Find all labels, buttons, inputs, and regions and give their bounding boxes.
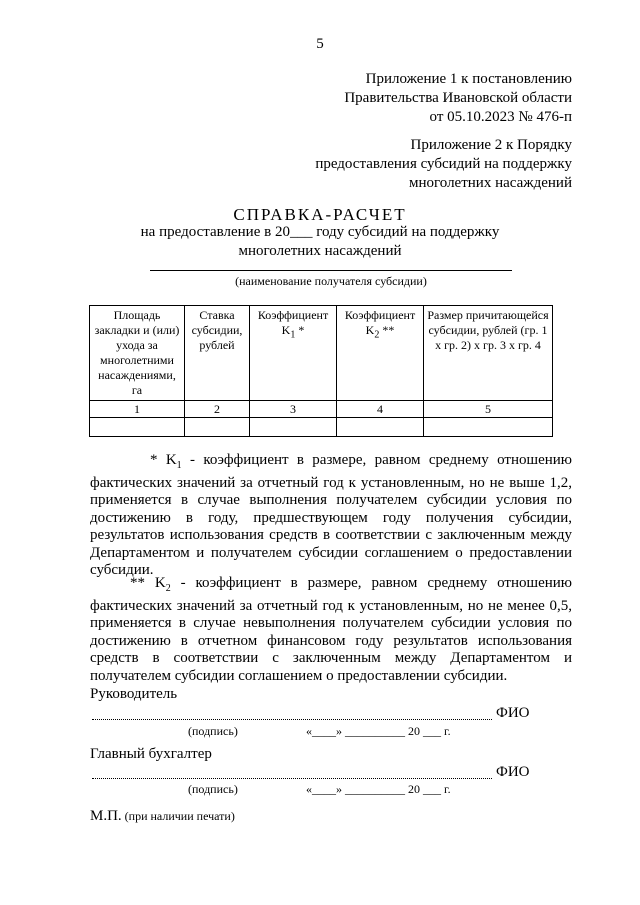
accountant-date: «____» __________ 20 ___ г.	[306, 782, 451, 796]
header-k2: Коэффициент $K_2$ **	[337, 306, 424, 401]
accountant-label: Главный бухгалтер	[90, 746, 212, 762]
header-k1: Коэффициент $K_1$ *	[250, 306, 337, 401]
appendix2-line1: Приложение 2 к Порядку	[410, 137, 572, 153]
stamp-label: М.П.	[90, 808, 122, 824]
head-label: Руководитель	[90, 686, 178, 702]
accountant-sign-caption: (подпись)	[188, 782, 238, 796]
empty-cell	[424, 418, 553, 437]
header-amount: Размер причитающейся субсидии, рублей (гр. 1 x гр. 2) x гр. 3 x гр. 4	[424, 306, 553, 401]
appendix1-line1: Приложение 1 к постановлению	[365, 71, 572, 87]
head-date: «____» __________ 20 ___ г.	[306, 724, 451, 738]
accountant-signature-line	[92, 778, 492, 779]
column-number: 5	[424, 401, 553, 418]
header-area: Площадь закладки и (или) ухода за многолетними насаждениями, га	[90, 306, 185, 401]
subtitle-line2: многолетних насаждений	[238, 243, 402, 259]
stamp-note-text: (при наличии печати)	[121, 809, 235, 823]
header-rate: Ставка субсидии, рублей	[185, 306, 250, 401]
head-fio: ФИО	[496, 705, 530, 721]
empty-cell	[90, 418, 185, 437]
column-number: 1	[90, 401, 185, 418]
footnote-k1: * $K_1$ - коэффициент в размере, равном среднему отношению фактических значений за отчетный год к установленным, но не выше 1,2, применяется в случае выполнения получателем субсидии условия по достижению в году, предшествующем году получения субсидии, результатов использования средств в соответствии с заключенным между Департаментом и получателем субсидии соглашением о предоставлении субсидии.	[90, 452, 572, 578]
column-number: 2	[185, 401, 250, 418]
document-title: СПРАВКА-РАСЧЕТ	[233, 205, 407, 224]
footnote-k2: ** $K_2$ - коэффициент в размере, равном среднему отношению фактических значений за отчетный год к установленным, но не менее 0,5, применяется в случае невыполнения получателем субсидии условия по достижению в отчетном финансовом году результатов использования средств в соответствии с заключенным между Департаментом и получателем субсидии соглашением о предоставлении субсидии.	[90, 575, 572, 684]
empty-cell	[250, 418, 337, 437]
column-number: 4	[337, 401, 424, 418]
table-header-row	[90, 306, 553, 401]
recipient-caption: (наименование получателя субсидии)	[235, 274, 427, 288]
appendix1-line3: от 05.10.2023 № 476-п	[429, 109, 572, 125]
subtitle-line1: на предоставление в 20___ году субсидий на поддержку	[140, 224, 500, 240]
appendix2-block	[315, 136, 572, 193]
head-sign-caption: (подпись)	[188, 724, 238, 738]
page-number: 5	[316, 36, 324, 52]
calculation-table	[89, 305, 553, 437]
head-signature-line	[92, 719, 492, 720]
recipient-underline	[150, 270, 512, 271]
appendix1-line2: Правительства Ивановской области	[344, 90, 572, 106]
accountant-fio: ФИО	[496, 764, 530, 780]
stamp-note	[90, 808, 235, 825]
appendix2-line2: предоставления субсидий на поддержку	[315, 156, 572, 172]
empty-cell	[337, 418, 424, 437]
column-number: 3	[250, 401, 337, 418]
document-subtitle	[120, 223, 520, 261]
table-empty-row	[90, 418, 553, 437]
appendix2-line3: многолетних насаждений	[408, 175, 572, 191]
appendix1-block	[344, 70, 572, 127]
table-number-row	[90, 401, 553, 418]
empty-cell	[185, 418, 250, 437]
